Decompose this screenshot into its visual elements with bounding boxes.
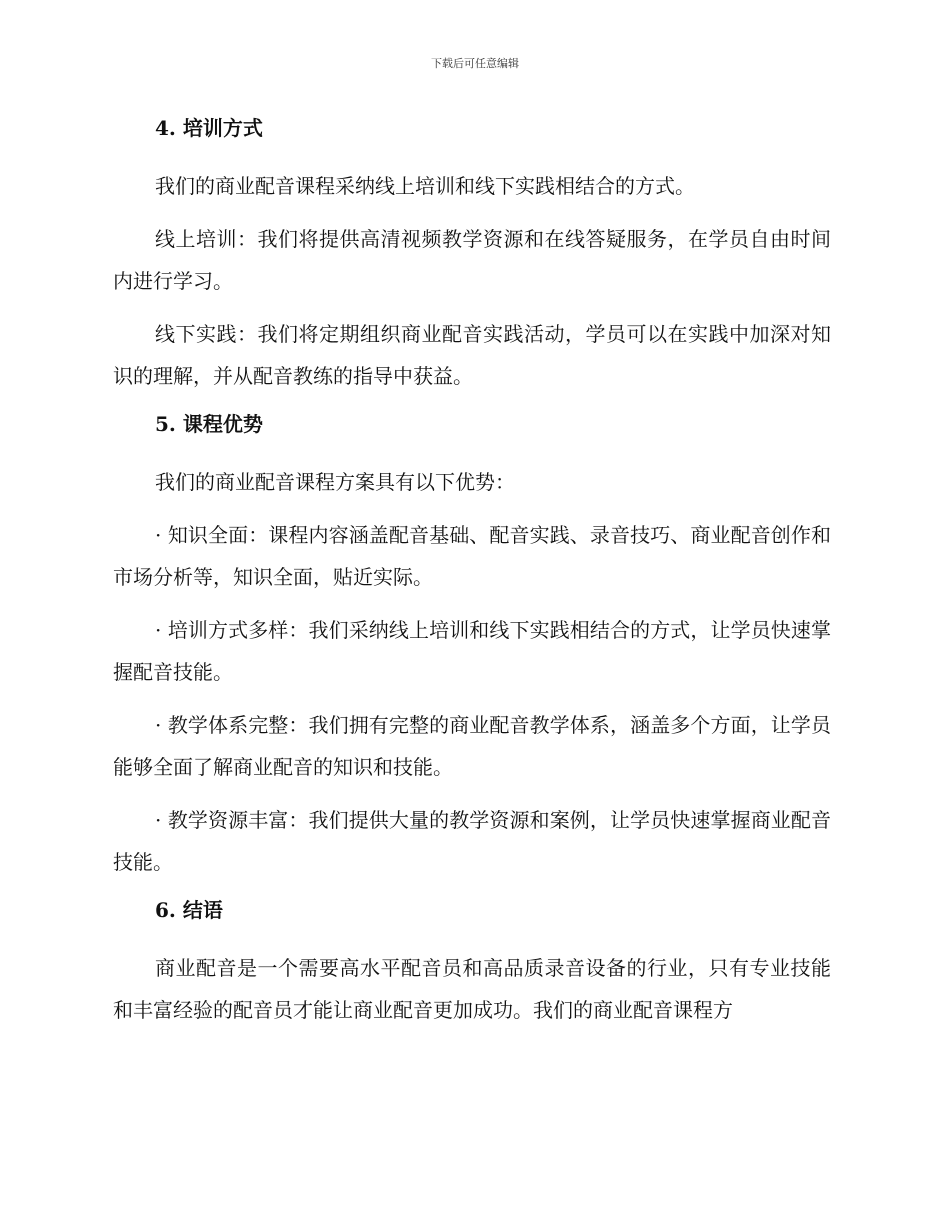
paragraph: 我们的商业配音课程方案具有以下优势： [155,470,515,494]
section-heading-course-advantages: 5. 课程优势 [155,412,263,436]
paragraph: 商业配音是一个需要高水平配音员和高品质录音设备的行业，只有专业技能和丰富经验的配音员才能让商业配音更加成功。我们的商业配音课程方 [113,956,831,1022]
bullet-paragraph: · 知识全面：课程内容涵盖配音基础、配音实践、录音技巧、商业配音创作和市场分析等，知识全面，贴近实际。 [113,523,831,589]
section-heading-training-method: 4. 培训方式 [155,116,263,140]
page-header-note: 下载后可任意编辑 [431,57,519,70]
document-body [113,112,831,1042]
bullet-paragraph: · 教学资源丰富：我们提供大量的教学资源和案例，让学员快速掌握商业配音技能。 [113,808,831,874]
bullet-paragraph: · 教学体系完整：我们拥有完整的商业配音教学体系，涵盖多个方面，让学员能够全面了解商业配音的知识和技能。 [113,713,831,779]
paragraph: 线下实践：我们将定期组织商业配音实践活动，学员可以在实践中加深对知识的理解，并从配音教练的指导中获益。 [113,322,831,388]
paragraph: 我们的商业配音课程采纳线上培训和线下实践相结合的方式。 [155,174,695,198]
paragraph: 线上培训：我们将提供高清视频教学资源和在线答疑服务，在学员自由时间内进行学习。 [113,227,831,293]
section-heading-conclusion: 6. 结语 [155,898,223,922]
bullet-paragraph: · 培训方式多样：我们采纳线上培训和线下实践相结合的方式，让学员快速掌握配音技能。 [113,618,831,684]
